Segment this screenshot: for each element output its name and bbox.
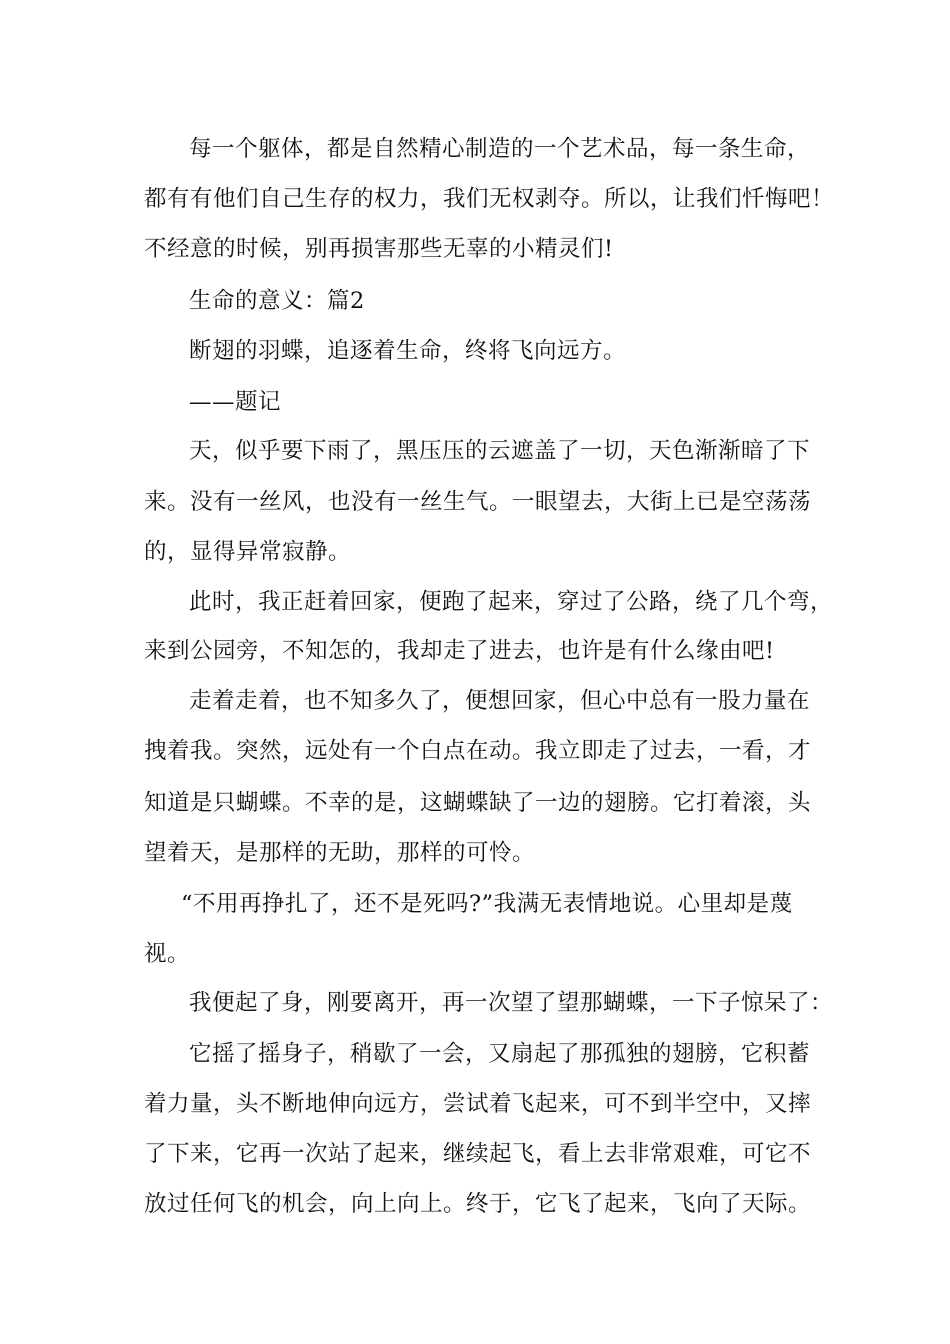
text-line: 来到公园旁，不知怎的，我却走了进去，也许是有什么缘由吧! — [144, 638, 775, 664]
section-heading: 生命的意义：篇2 — [189, 288, 365, 314]
text-line: 走着走着，也不知多久了，便想回家，但心中总有一股力量在 — [189, 688, 811, 714]
text-line: 望着天，是那样的无助，那样的可怜。 — [144, 840, 536, 866]
text-line: 知道是只蝴蝶。不幸的是，这蝴蝶缺了一边的翅膀。它打着滚，头 — [144, 790, 812, 816]
text-line: 我便起了身，刚要离开，再一次望了望那蝴蝶，一下子惊呆了： — [189, 990, 834, 1016]
text-line: 视。 — [144, 941, 191, 967]
epigraph-attribution: ——题记 — [189, 389, 282, 415]
text-line: 每一个躯体，都是自然精心制造的一个艺术品，每一条生命， — [189, 136, 811, 162]
text-line: 拽着我。突然，远处有一个白点在动。我立即走了过去，一看，才 — [144, 738, 812, 764]
text-line: “不用再挣扎了，还不是死吗?”我满无表情地说。心里却是蔑 — [181, 891, 793, 917]
text-line: 放过任何飞的机会，向上向上。终于，它飞了起来，飞向了天际。 — [144, 1191, 812, 1217]
text-line: 了下来，它再一次站了起来，继续起飞，看上去非常艰难，可它不 — [144, 1141, 812, 1167]
epigraph: 断翅的羽蝶，追逐着生命，终将飞向远方。 — [189, 338, 627, 364]
text-line: 它摇了摇身子，稍歇了一会，又扇起了那孤独的翅膀，它积蓄 — [189, 1041, 811, 1067]
text-line: 都有有他们自己生存的权力，我们无权剥夺。所以，让我们忏悔吧！ — [144, 186, 835, 212]
text-line: 的，显得异常寂静。 — [144, 539, 352, 565]
text-line: 着力量，头不断地伸向远方，尝试着飞起来，可不到半空中，又摔 — [144, 1091, 812, 1117]
text-line: 不经意的时候，别再损害那些无辜的小精灵们! — [144, 236, 614, 262]
text-line: 此时，我正赶着回家，便跑了起来，穿过了公路，绕了几个弯， — [189, 589, 834, 615]
text-line: 天，似乎要下雨了，黑压压的云遮盖了一切，天色渐渐暗了下 — [189, 438, 811, 464]
text-line: 来。没有一丝风，也没有一丝生气。一眼望去，大街上已是空荡荡 — [144, 489, 812, 515]
